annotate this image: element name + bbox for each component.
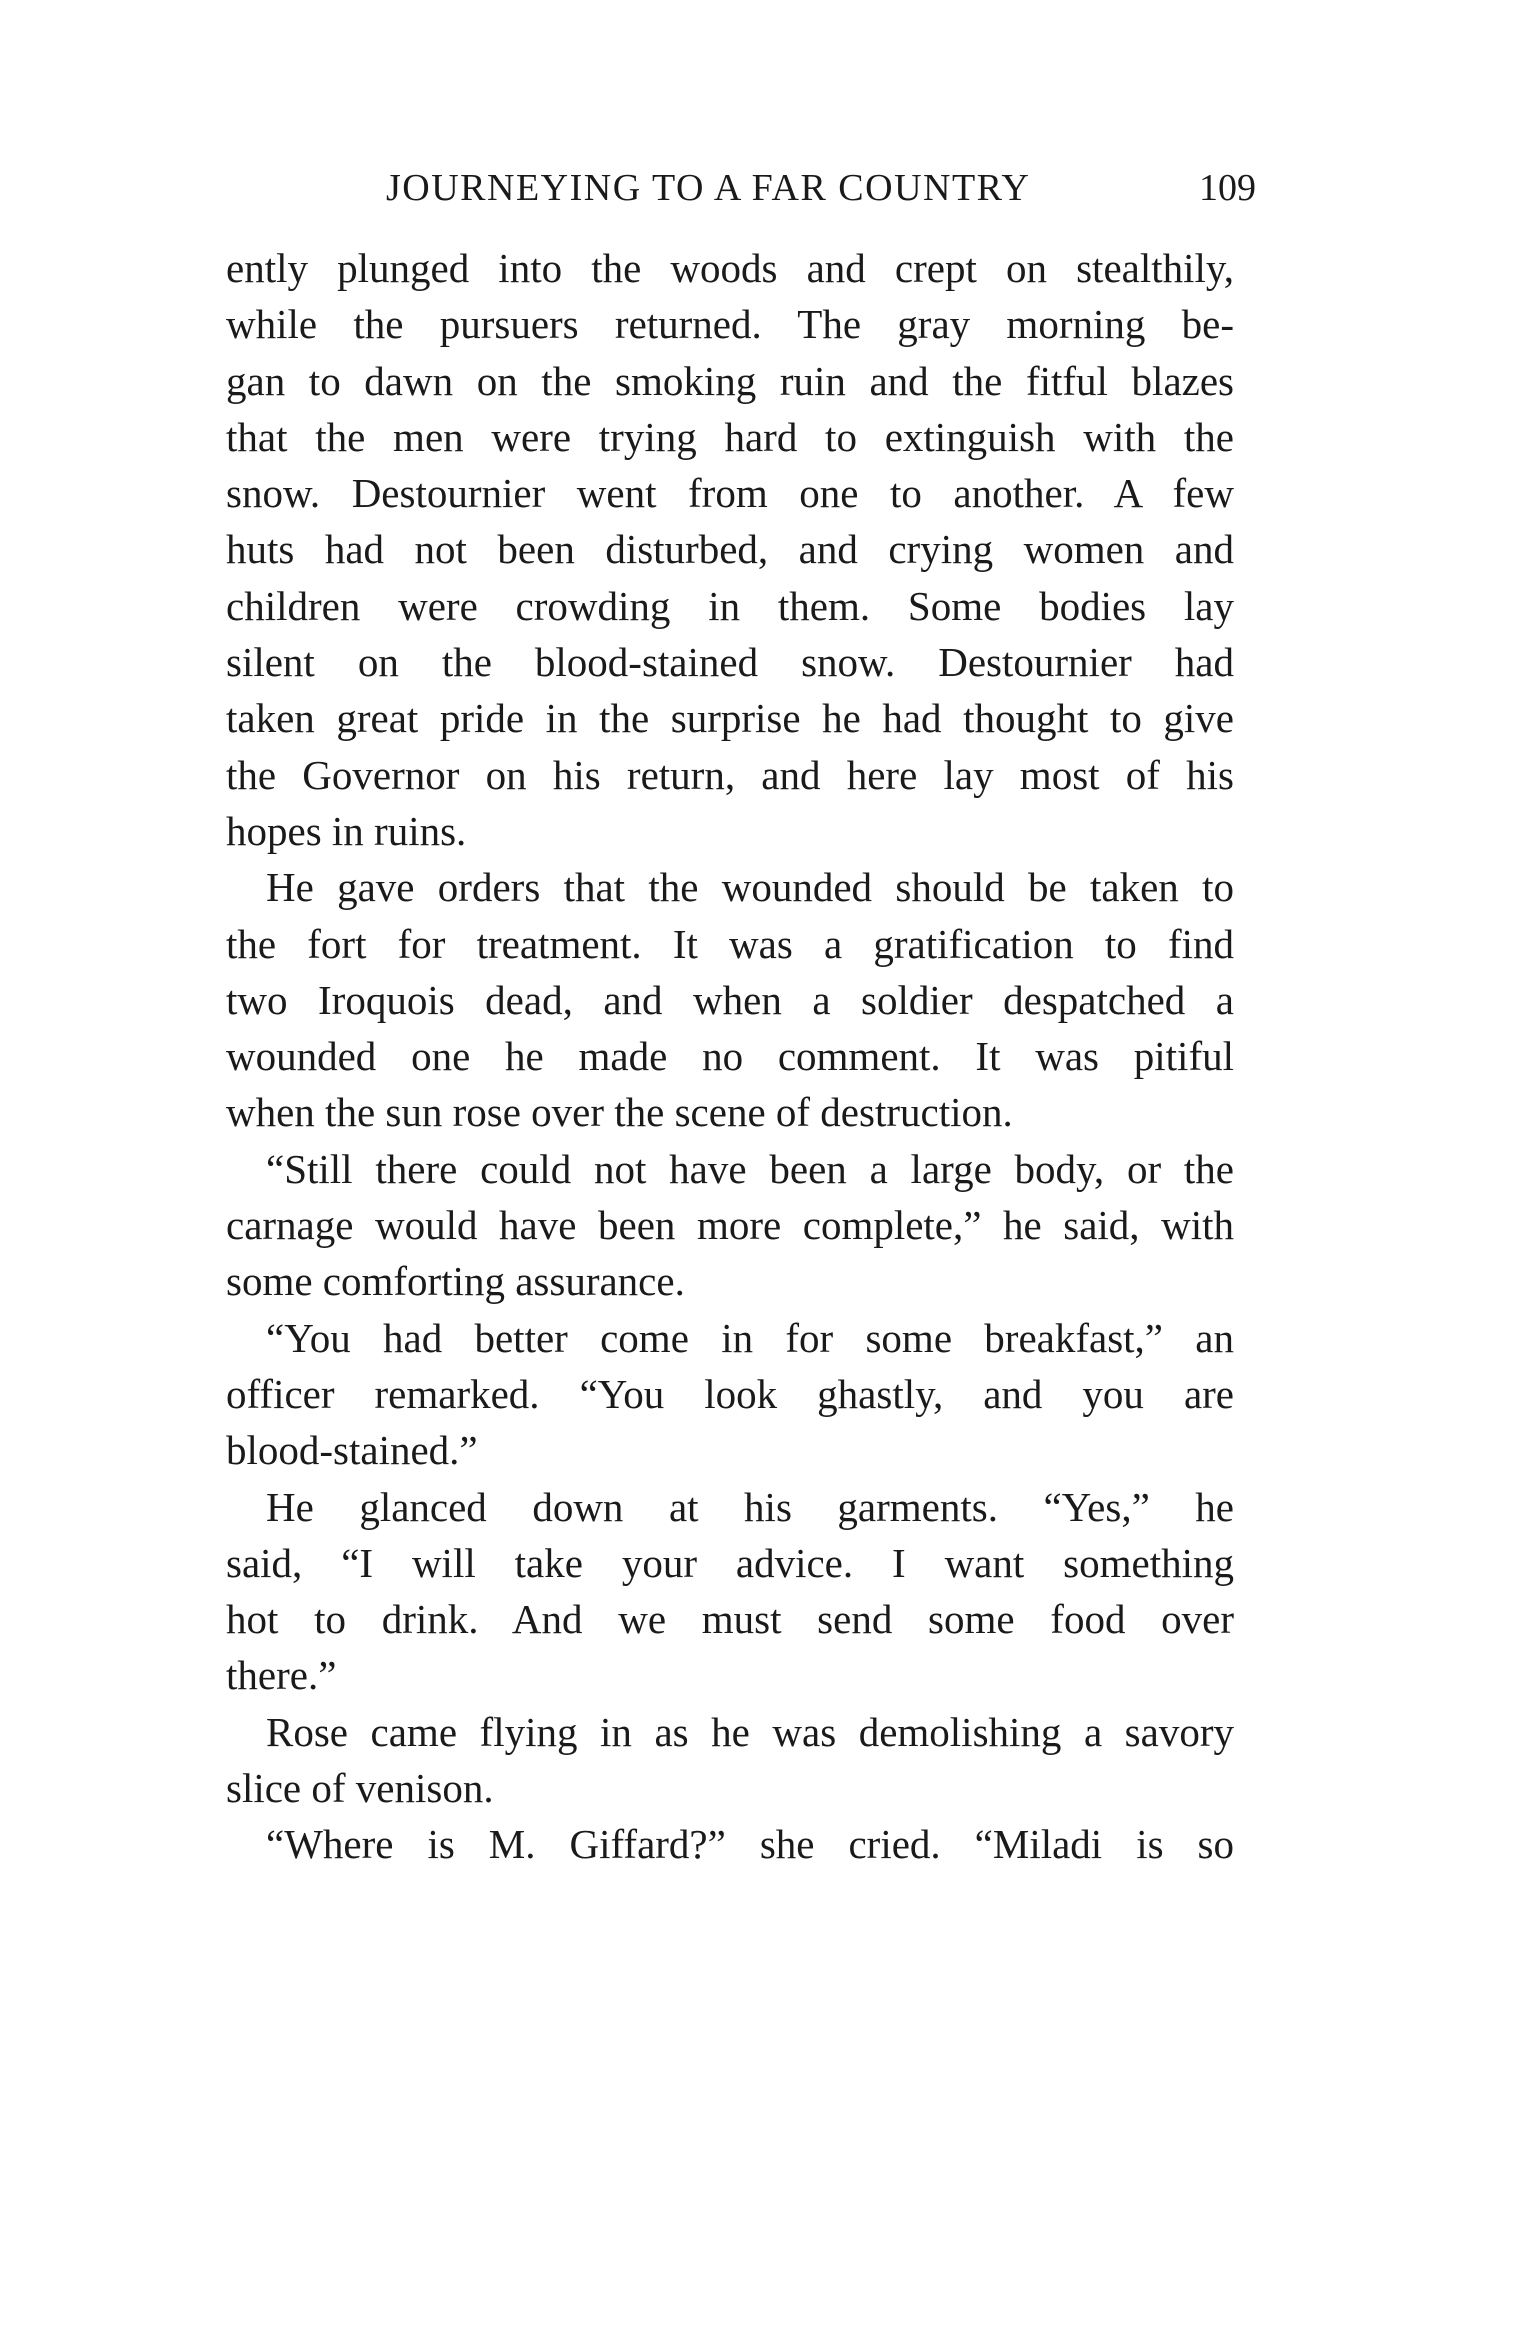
text-line: slice of venison.: [226, 1765, 494, 1812]
paragraph: [226, 1816, 1234, 1872]
paragraph: [226, 1704, 1234, 1817]
paragraph: [226, 1479, 1234, 1704]
text-line: gan to dawn on the smoking ruin and the fitful blazes: [226, 357, 1234, 404]
text-line: huts had not been disturbed, and crying women and: [226, 526, 1234, 573]
text-line: wounded one he made no comment. It was pitiful: [226, 1033, 1234, 1080]
text-line: hopes in ruins.: [226, 807, 467, 854]
text-line: He glanced down at his garments. “Yes,” he: [266, 1483, 1234, 1530]
page-number: 109: [1199, 167, 1256, 209]
text-line: while the pursuers returned. The gray morning be-: [226, 301, 1234, 348]
text-line: when the sun rose over the scene of destruction.: [226, 1089, 1013, 1136]
text-line: Rose came flying in as he was demolishing a savory: [266, 1708, 1234, 1755]
text-line: some comforting assurance.: [226, 1258, 685, 1305]
text-line: the fort for treatment. It was a gratification to find: [226, 920, 1234, 967]
paragraph: [226, 1310, 1234, 1479]
text-line: “Still there could not have been a large body, or the: [266, 1145, 1234, 1192]
text-line: two Iroquois dead, and when a soldier despatched a: [226, 976, 1234, 1023]
paragraph: [226, 240, 1234, 859]
text-line: snow. Destournier went from one to another. A few: [226, 470, 1234, 517]
paragraph: [226, 859, 1234, 1140]
text-line: carnage would have been more complete,” he said, with: [226, 1202, 1234, 1249]
running-head: [386, 160, 1256, 216]
text-line: there.”: [226, 1652, 337, 1699]
text-line: said, “I will take your advice. I want something: [226, 1539, 1234, 1586]
text-line: hot to drink. And we must send some food over: [226, 1596, 1234, 1643]
paragraph: [226, 1141, 1234, 1310]
text-line: taken great pride in the surprise he had thought to give: [226, 695, 1234, 742]
text-line: blood-stained.”: [226, 1427, 478, 1474]
text-line: children were crowding in them. Some bodies lay: [226, 582, 1234, 629]
text-line: silent on the blood-stained snow. Destournier had: [226, 639, 1234, 686]
text-line: the Governor on his return, and here lay most of his: [226, 751, 1234, 798]
body-text: [226, 240, 1234, 1873]
text-line: officer remarked. “You look ghastly, and you are: [226, 1370, 1234, 1417]
text-line: ently plunged into the woods and crept on stealthily,: [226, 245, 1234, 291]
text-line: “You had better come in for some breakfast,” an: [266, 1314, 1234, 1361]
chapter-title: JOURNEYING TO A FAR COUNTRY: [386, 167, 1031, 209]
text-line: He gave orders that the wounded should be taken to: [266, 864, 1234, 911]
text-line: that the men were trying hard to extinguish with the: [226, 413, 1234, 460]
text-line: “Where is M. Giffard?” she cried. “Miladi is so: [266, 1821, 1234, 1868]
